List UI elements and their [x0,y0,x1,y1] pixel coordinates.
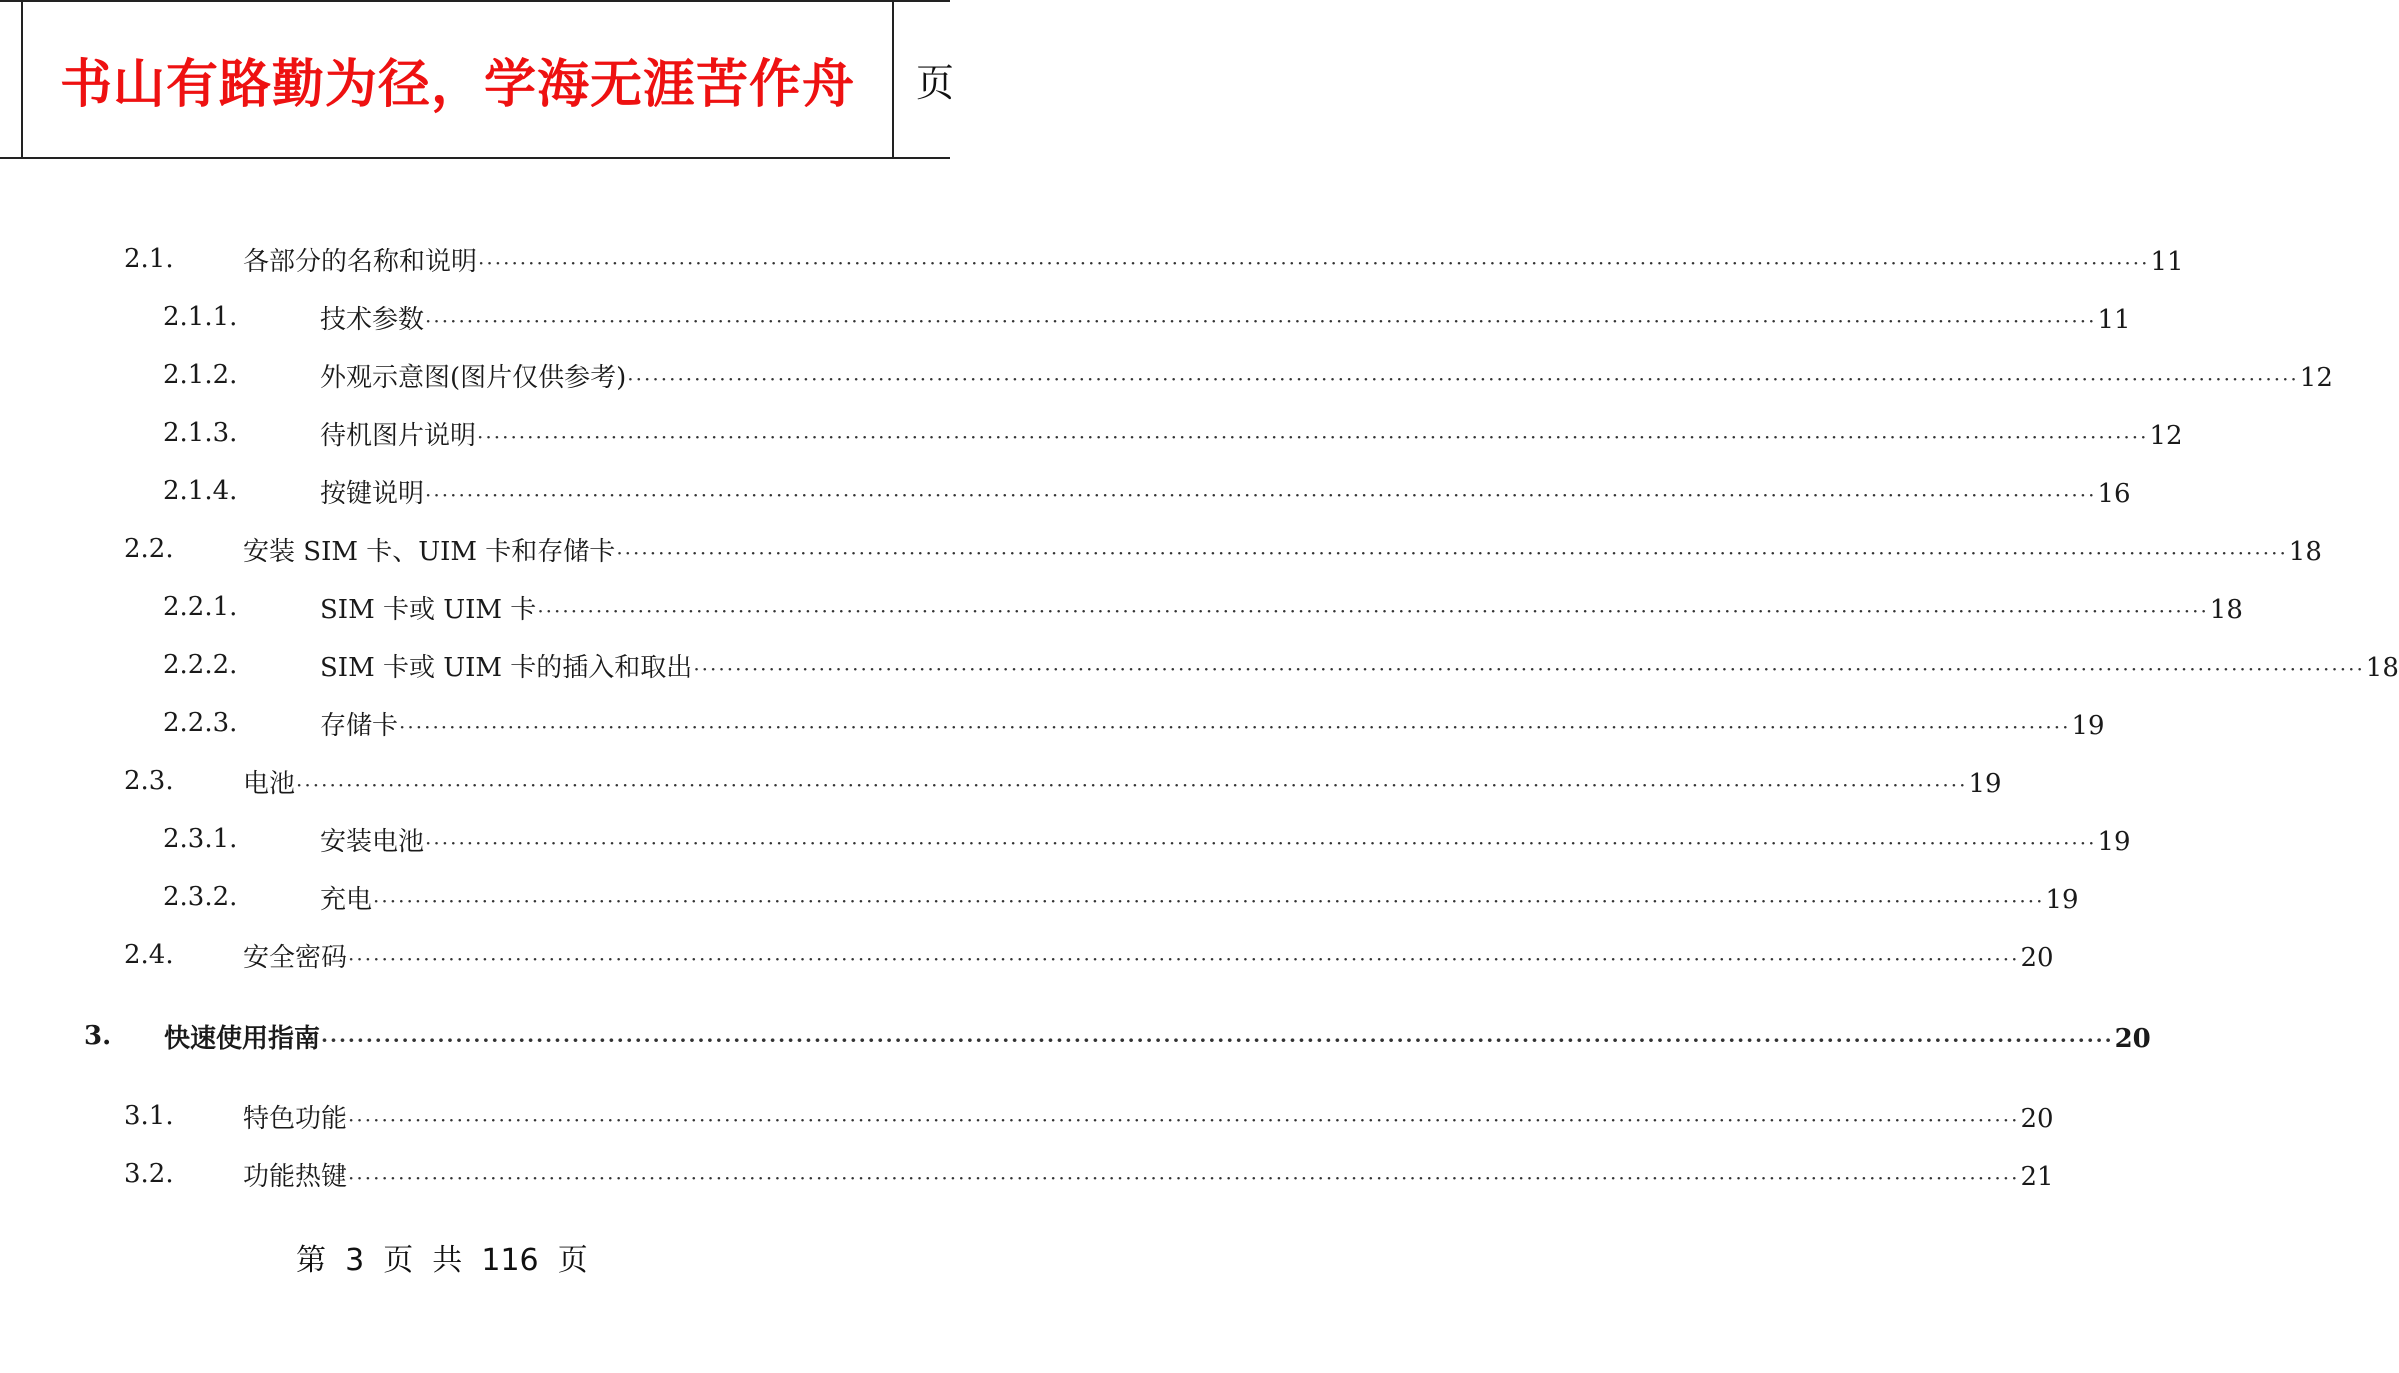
toc-entry[interactable] [163,819,2131,859]
toc-entry[interactable] [163,297,2131,337]
toc-dot-leader: ········································································································································································································ [399,714,2071,739]
toc-entry-page: 18 [2209,594,2243,625]
toc-entry-page: 18 [2365,652,2399,683]
toc-entry-number: 2.2. [124,534,174,564]
toc-entry[interactable] [163,471,2131,511]
toc-entry-number: 2.1.3. [163,418,238,448]
toc-dot-leader: ········································································································································································································ [348,1107,2020,1132]
toc-entry-page: 19 [2097,826,2131,857]
toc-entry[interactable] [124,935,2054,975]
toc-dot-leader: ········································································································································································································ [693,656,2365,681]
toc-entry-title: 快速使用指南 [164,1023,321,1054]
toc-entry[interactable] [124,1096,2054,1136]
toc-entry-page: 11 [2097,304,2131,335]
toc-entry-title: 待机图片说明 [320,420,477,451]
toc-entry-number: 2.3. [124,766,174,796]
page-footer: 第 3 页 共 116 页 [296,1243,588,1278]
toc-entry-number: 2.1.4. [163,476,238,506]
toc-entry-page: 11 [2150,246,2184,277]
toc-dot-leader: ········································································································································································································ [478,250,2150,275]
toc-entry-number: 2.2.2. [163,650,238,680]
toc-entry[interactable] [163,587,2243,627]
toc-entry-number: 2.3.1. [163,824,238,854]
toc-entry[interactable] [163,645,2399,685]
toc-entry-title: 各部分的名称和说明 [243,246,478,277]
toc-entry-title: 技术参数 [320,304,425,335]
toc-dot-leader: ········································································································································································································ [477,424,2149,449]
toc-entry-page: 12 [2149,420,2183,451]
toc-dot-leader: ········································································································································································································ [348,1165,2020,1190]
toc-entry-title: 外观示意图(图片仅供参考) [320,362,627,393]
toc-dot-leader: ········································································································································································································ [616,540,2288,565]
toc-entry[interactable] [124,1154,2054,1194]
toc-dot-leader: ········································································································································································································ [425,482,2097,507]
toc-entry-page: 18 [2288,536,2322,567]
toc-entry-chapter[interactable] [84,1016,2151,1056]
toc-entry-number: 3. [84,1021,112,1051]
toc-dot-leader: ········································································································································································································ [627,366,2299,391]
header-page-label: 页 [916,61,955,105]
header-bottom-border [0,157,950,159]
toc-entry-number: 2.1.1. [163,302,238,332]
toc-entry-page: 19 [1968,768,2002,799]
toc-entry-number: 2.2.1. [163,592,238,622]
toc-entry-title: 功能热键 [243,1161,348,1192]
header-right-divider [892,0,894,159]
toc-entry-number: 2.1. [124,244,174,274]
toc-entry-number: 2.4. [124,940,174,970]
toc-entry[interactable] [163,413,2183,453]
toc-entry-page: 19 [2045,884,2079,915]
toc-entry[interactable] [124,239,2184,279]
toc-dot-leader: ········································································································································································································ [425,830,2097,855]
toc-entry[interactable] [124,529,2322,569]
toc-entry-number: 2.1.2. [163,360,238,390]
toc-entry[interactable] [124,761,2002,801]
toc-entry-page: 20 [2020,942,2054,973]
toc-entry-page: 12 [2299,362,2333,393]
toc-entry-title: SIM 卡或 UIM 卡的插入和取出 [320,652,693,683]
toc-entry[interactable] [163,877,2079,917]
toc-entry-title: 电池 [243,768,296,799]
toc-entry-title: 安装 SIM 卡、UIM 卡和存储卡 [243,536,616,567]
toc-dot-leader: ········································································································································································································ [373,888,2045,913]
toc-dot-leader: ········································································································································································································ [537,598,2209,623]
toc-entry-number: 3.2. [124,1159,174,1189]
toc-entry-number: 3.1. [124,1101,174,1131]
toc-entry-title: 特色功能 [243,1103,348,1134]
toc-entry-title: SIM 卡或 UIM 卡 [320,594,537,625]
toc-entry-number: 2.2.3. [163,708,238,738]
toc-entry-page: 19 [2071,710,2105,741]
toc-entry-number: 2.3.2. [163,882,238,912]
toc-entry-page: 20 [2020,1103,2054,1134]
toc-dot-leader: ········································································································································································································ [296,772,1968,797]
toc-entry[interactable] [163,355,2333,395]
toc-dot-leader: ········································································································································································································ [348,946,2020,971]
toc-dot-leader: ········································································································································································································ [425,308,2097,333]
toc-entry-title: 充电 [320,884,373,915]
header-motto: 书山有路勤为径，学海无涯苦作舟 [59,55,855,115]
toc-entry-title: 安装电池 [320,826,425,857]
toc-entry-page: 16 [2097,478,2131,509]
toc-entry-title: 存储卡 [320,710,399,741]
toc-entry-title: 按键说明 [320,478,425,509]
toc-entry[interactable] [163,703,2105,743]
toc-entry-title: 安全密码 [243,942,348,973]
toc-entry-page: 21 [2020,1161,2054,1192]
toc-entry-page: 20 [2114,1023,2151,1054]
toc-dot-leader: ········································································································································································································ [321,1027,2114,1052]
